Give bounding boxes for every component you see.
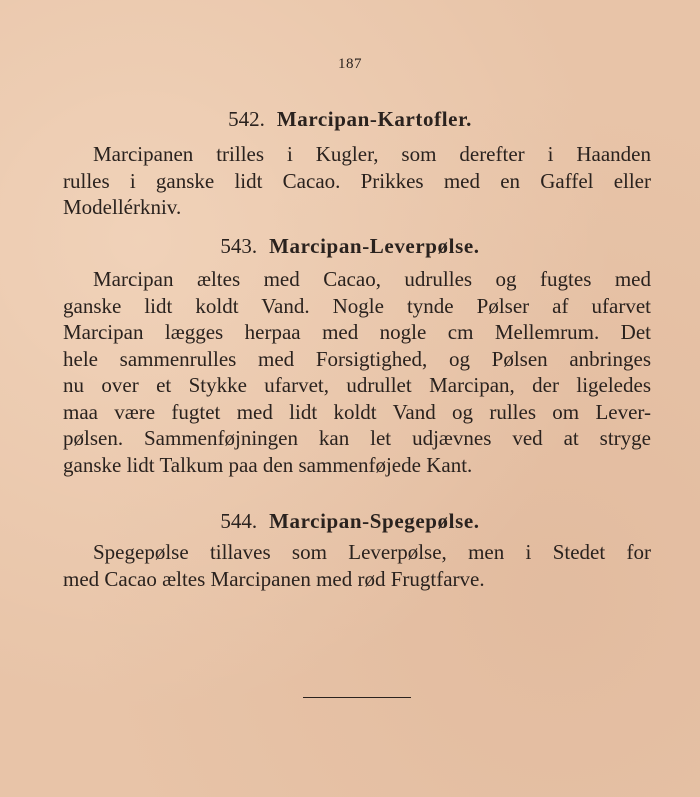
recipe-title: Marcipan-Kartofler. [276, 107, 472, 131]
text-line: Marcipan lægges herpaa med nogle cm Mellemrum. Det [63, 320, 651, 344]
recipe-number: 542. [228, 107, 265, 131]
recipe-body-542 [63, 141, 651, 221]
text-line: Spegepølse tillaves som Leverpølse, men i Stedet for [93, 540, 651, 564]
recipe-title: Marcipan-Leverpølse. [269, 234, 480, 258]
text-line: maa være fugtet med lidt koldt Vand og rulles om Lever- [63, 399, 651, 424]
page-number: 187 [338, 56, 362, 72]
recipe-heading-543 [0, 233, 700, 259]
recipe-body-544 [63, 539, 651, 592]
section-divider-rule [303, 697, 411, 698]
recipe-heading-544 [0, 508, 700, 534]
text-line: Marcipanen trilles i Kugler, som derefter i Haanden [93, 142, 651, 166]
text-line: Marcipan æltes med Cacao, udrulles og fugtes med [93, 267, 651, 291]
text-line: ganske lidt Talkum paa den sammenføjede Kant. [63, 452, 473, 477]
recipe-body-543 [63, 266, 651, 478]
text-line: pølsen. Sammenføjningen kan let udjævnes ved at stryge [63, 426, 651, 450]
recipe-title: Marcipan-Spegepølse. [269, 509, 480, 533]
recipe-number: 544. [220, 509, 258, 533]
text-line: med Cacao æltes Marcipanen med rød Frugtfarve. [63, 566, 485, 591]
recipe-number: 543. [220, 234, 258, 258]
text-line: nu over et Stykke ufarvet, udrullet Marcipan, der ligeledes [63, 373, 651, 397]
text-line: hele sammenrulles med Forsigtighed, og Pølsen anbringes [63, 346, 651, 371]
text-line: rulles i ganske lidt Cacao. Prikkes med en Gaffel eller [63, 168, 651, 193]
text-line: ganske lidt koldt Vand. Nogle tynde Pølser af ufarvet [63, 293, 651, 318]
recipe-heading-542 [0, 106, 700, 132]
text-line: Modellérkniv. [63, 195, 182, 219]
